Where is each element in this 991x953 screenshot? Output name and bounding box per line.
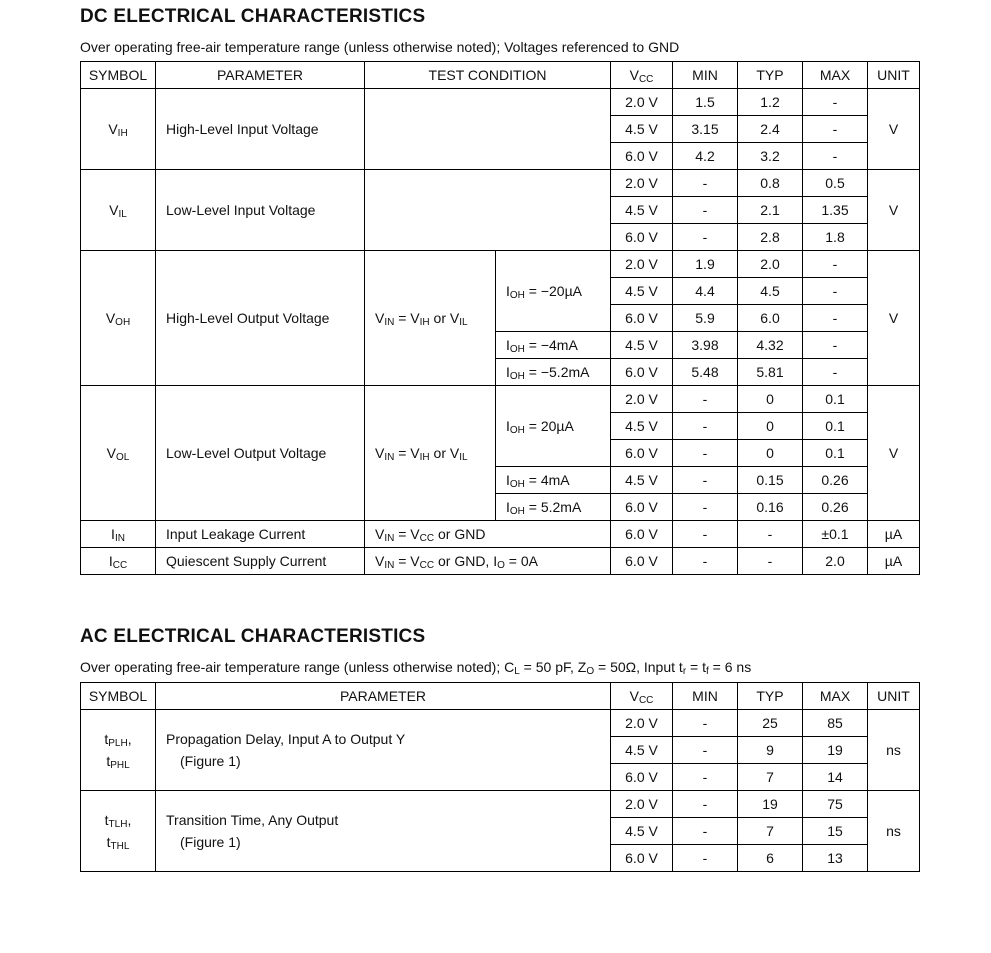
table-row bbox=[81, 710, 920, 737]
vcc-cell: 6.0 V bbox=[611, 143, 673, 170]
sub-condition: $I_{OH} = -5.2mA$ bbox=[496, 359, 611, 386]
unit-iin: µA bbox=[868, 521, 920, 548]
min-cell: - bbox=[673, 521, 738, 548]
min-cell: 4.4 bbox=[673, 278, 738, 305]
vcc-cell: 6.0 V bbox=[611, 224, 673, 251]
max-cell: 14 bbox=[803, 764, 868, 791]
typ-cell: 5.81 bbox=[738, 359, 803, 386]
symbol-ttlh-tthl: $t_{TLH}$, $t_{THL}$ bbox=[81, 791, 156, 872]
max-cell: - bbox=[803, 278, 868, 305]
typ-cell: 2.1 bbox=[738, 197, 803, 224]
typ-cell: 19 bbox=[738, 791, 803, 818]
test-condition-vil bbox=[365, 170, 611, 251]
typ-cell: 1.2 bbox=[738, 89, 803, 116]
max-cell: 15 bbox=[803, 818, 868, 845]
max-cell: - bbox=[803, 359, 868, 386]
col-header-typ: TYP bbox=[738, 683, 803, 710]
min-cell: 5.48 bbox=[673, 359, 738, 386]
col-header-unit: UNIT bbox=[868, 62, 920, 89]
unit-voh: V bbox=[868, 251, 920, 386]
max-cell: 0.5 bbox=[803, 170, 868, 197]
symbol-voh: $V_{OH}$ bbox=[81, 251, 156, 386]
typ-cell: 7 bbox=[738, 818, 803, 845]
vcc-cell: 6.0 V bbox=[611, 494, 673, 521]
min-cell: - bbox=[673, 494, 738, 521]
vcc-cell: 2.0 V bbox=[611, 251, 673, 278]
vcc-cell: 6.0 V bbox=[611, 521, 673, 548]
min-cell: 4.2 bbox=[673, 143, 738, 170]
typ-cell: 2.4 bbox=[738, 116, 803, 143]
symbol-vih: $V_{IH}$ bbox=[81, 89, 156, 170]
vcc-cell: 2.0 V bbox=[611, 170, 673, 197]
symbol-tplh-tphl: $t_{PLH}$, $t_{PHL}$ bbox=[81, 710, 156, 791]
min-cell: - bbox=[673, 170, 738, 197]
parameter-vih: High-Level Input Voltage bbox=[156, 89, 365, 170]
typ-cell: 0.16 bbox=[738, 494, 803, 521]
vcc-cell: 6.0 V bbox=[611, 764, 673, 791]
max-cell: - bbox=[803, 251, 868, 278]
test-condition-voh: $V_{IN} = V_{IH}$ or $V_{IL}$ bbox=[365, 251, 496, 386]
min-cell: - bbox=[673, 764, 738, 791]
table-header-row bbox=[81, 62, 920, 89]
max-cell: 13 bbox=[803, 845, 868, 872]
table-row bbox=[81, 791, 920, 818]
max-cell: - bbox=[803, 305, 868, 332]
symbol-icc: $I_{CC}$ bbox=[81, 548, 156, 575]
max-cell: 1.8 bbox=[803, 224, 868, 251]
table-row bbox=[81, 170, 920, 197]
symbol-vol: $V_{OL}$ bbox=[81, 386, 156, 521]
max-cell: 0.1 bbox=[803, 440, 868, 467]
min-cell: - bbox=[673, 791, 738, 818]
unit-propagation-delay: ns bbox=[868, 710, 920, 791]
min-cell: - bbox=[673, 737, 738, 764]
max-cell: 0.26 bbox=[803, 494, 868, 521]
parameter-iin: Input Leakage Current bbox=[156, 521, 365, 548]
vcc-cell: 2.0 V bbox=[611, 386, 673, 413]
typ-cell: 0.8 bbox=[738, 170, 803, 197]
unit-vih: V bbox=[868, 89, 920, 170]
min-cell: - bbox=[673, 845, 738, 872]
parameter-propagation-delay: Propagation Delay, Input A to Output Y (Figure 1) bbox=[156, 710, 611, 791]
test-condition-vih bbox=[365, 89, 611, 170]
sub-condition: $I_{OH} = -20\mu A$ bbox=[496, 251, 611, 332]
dc-characteristics-table bbox=[80, 61, 920, 575]
typ-cell: 2.0 bbox=[738, 251, 803, 278]
sub-condition: $I_{OH} = 20\mu A$ bbox=[496, 386, 611, 467]
col-header-max: MAX bbox=[803, 62, 868, 89]
vcc-cell: 6.0 V bbox=[611, 305, 673, 332]
vcc-cell: 6.0 V bbox=[611, 548, 673, 575]
symbol-iin: $I_{IN}$ bbox=[81, 521, 156, 548]
col-header-test-condition: TEST CONDITION bbox=[365, 62, 611, 89]
symbol-vil: $V_{IL}$ bbox=[81, 170, 156, 251]
typ-cell: 3.2 bbox=[738, 143, 803, 170]
max-cell: - bbox=[803, 116, 868, 143]
table-header-row bbox=[81, 683, 920, 710]
parameter-vol: Low-Level Output Voltage bbox=[156, 386, 365, 521]
test-condition-vol: $V_{IN} = V_{IH}$ or $V_{IL}$ bbox=[365, 386, 496, 521]
col-header-symbol: SYMBOL bbox=[81, 683, 156, 710]
unit-icc: µA bbox=[868, 548, 920, 575]
max-cell: 2.0 bbox=[803, 548, 868, 575]
vcc-cell: 4.5 V bbox=[611, 116, 673, 143]
min-cell: - bbox=[673, 197, 738, 224]
vcc-cell: 4.5 V bbox=[611, 467, 673, 494]
min-cell: - bbox=[673, 710, 738, 737]
min-cell: - bbox=[673, 386, 738, 413]
typ-cell: - bbox=[738, 521, 803, 548]
sub-condition: $I_{OH} = -4mA$ bbox=[496, 332, 611, 359]
max-cell: - bbox=[803, 89, 868, 116]
max-cell: 0.1 bbox=[803, 386, 868, 413]
vcc-cell: 6.0 V bbox=[611, 359, 673, 386]
typ-cell: 0 bbox=[738, 386, 803, 413]
min-cell: - bbox=[673, 224, 738, 251]
col-header-parameter: PARAMETER bbox=[156, 62, 365, 89]
table-row bbox=[81, 386, 920, 413]
unit-vil: V bbox=[868, 170, 920, 251]
min-cell: 5.9 bbox=[673, 305, 738, 332]
max-cell: - bbox=[803, 143, 868, 170]
sub-condition: $I_{OH} = 4mA$ bbox=[496, 467, 611, 494]
typ-cell: 0 bbox=[738, 440, 803, 467]
min-cell: 3.15 bbox=[673, 116, 738, 143]
typ-cell: 0 bbox=[738, 413, 803, 440]
test-condition-iin: $V_{IN} = V_{CC}$ or GND bbox=[365, 521, 611, 548]
vcc-cell: 4.5 V bbox=[611, 737, 673, 764]
col-header-typ: TYP bbox=[738, 62, 803, 89]
max-cell: 85 bbox=[803, 710, 868, 737]
typ-cell: - bbox=[738, 548, 803, 575]
ac-characteristics-table bbox=[80, 682, 920, 872]
vcc-cell: 4.5 V bbox=[611, 818, 673, 845]
typ-cell: 6.0 bbox=[738, 305, 803, 332]
max-cell: 75 bbox=[803, 791, 868, 818]
min-cell: 1.5 bbox=[673, 89, 738, 116]
min-cell: - bbox=[673, 818, 738, 845]
dc-section-title: DC ELECTRICAL CHARACTERISTICS bbox=[80, 6, 426, 27]
max-cell: ±0.1 bbox=[803, 521, 868, 548]
table-row bbox=[81, 251, 920, 278]
min-cell: 1.9 bbox=[673, 251, 738, 278]
typ-cell: 9 bbox=[738, 737, 803, 764]
min-cell: - bbox=[673, 440, 738, 467]
unit-transition-time: ns bbox=[868, 791, 920, 872]
vcc-cell: 4.5 V bbox=[611, 197, 673, 224]
vcc-cell: 4.5 V bbox=[611, 278, 673, 305]
typ-cell: 4.32 bbox=[738, 332, 803, 359]
vcc-cell: 2.0 V bbox=[611, 89, 673, 116]
parameter-icc: Quiescent Supply Current bbox=[156, 548, 365, 575]
col-header-min: MIN bbox=[673, 683, 738, 710]
col-header-max: MAX bbox=[803, 683, 868, 710]
col-header-vcc: $V_{CC}$ bbox=[611, 683, 673, 710]
table-row bbox=[81, 548, 920, 575]
unit-vol: V bbox=[868, 386, 920, 521]
test-condition-icc: $V_{IN} = V_{CC}$ or GND, $I_O = 0A$ bbox=[365, 548, 611, 575]
vcc-cell: 6.0 V bbox=[611, 440, 673, 467]
min-cell: - bbox=[673, 548, 738, 575]
table-row bbox=[81, 521, 920, 548]
vcc-cell: 2.0 V bbox=[611, 791, 673, 818]
ac-section-subtitle: Over operating free-air temperature range (unless otherwise noted); $C_L = 50$ pF, $Z_O = 50\Omega$, Input $t_r = t_f = 6$ ns bbox=[80, 659, 752, 677]
max-cell: 0.26 bbox=[803, 467, 868, 494]
typ-cell: 6 bbox=[738, 845, 803, 872]
typ-cell: 25 bbox=[738, 710, 803, 737]
col-header-vcc: $V_{CC}$ bbox=[611, 62, 673, 89]
max-cell: 19 bbox=[803, 737, 868, 764]
sub-condition: $I_{OH} = 5.2mA$ bbox=[496, 494, 611, 521]
typ-cell: 0.15 bbox=[738, 467, 803, 494]
col-header-symbol: SYMBOL bbox=[81, 62, 156, 89]
table-row bbox=[81, 89, 920, 116]
vcc-cell: 4.5 V bbox=[611, 413, 673, 440]
vcc-cell: 4.5 V bbox=[611, 332, 673, 359]
max-cell: 1.35 bbox=[803, 197, 868, 224]
ac-section-title: AC ELECTRICAL CHARACTERISTICS bbox=[80, 626, 426, 647]
typ-cell: 2.8 bbox=[738, 224, 803, 251]
min-cell: - bbox=[673, 467, 738, 494]
parameter-voh: High-Level Output Voltage bbox=[156, 251, 365, 386]
max-cell: - bbox=[803, 332, 868, 359]
parameter-vil: Low-Level Input Voltage bbox=[156, 170, 365, 251]
min-cell: 3.98 bbox=[673, 332, 738, 359]
dc-section-subtitle: Over operating free-air temperature range (unless otherwise noted); Voltages referenced to GND bbox=[80, 39, 680, 55]
vcc-cell: 6.0 V bbox=[611, 845, 673, 872]
min-cell: - bbox=[673, 413, 738, 440]
col-header-unit: UNIT bbox=[868, 683, 920, 710]
typ-cell: 4.5 bbox=[738, 278, 803, 305]
typ-cell: 7 bbox=[738, 764, 803, 791]
col-header-parameter: PARAMETER bbox=[156, 683, 611, 710]
vcc-cell: 2.0 V bbox=[611, 710, 673, 737]
max-cell: 0.1 bbox=[803, 413, 868, 440]
col-header-min: MIN bbox=[673, 62, 738, 89]
parameter-transition-time: Transition Time, Any Output (Figure 1) bbox=[156, 791, 611, 872]
